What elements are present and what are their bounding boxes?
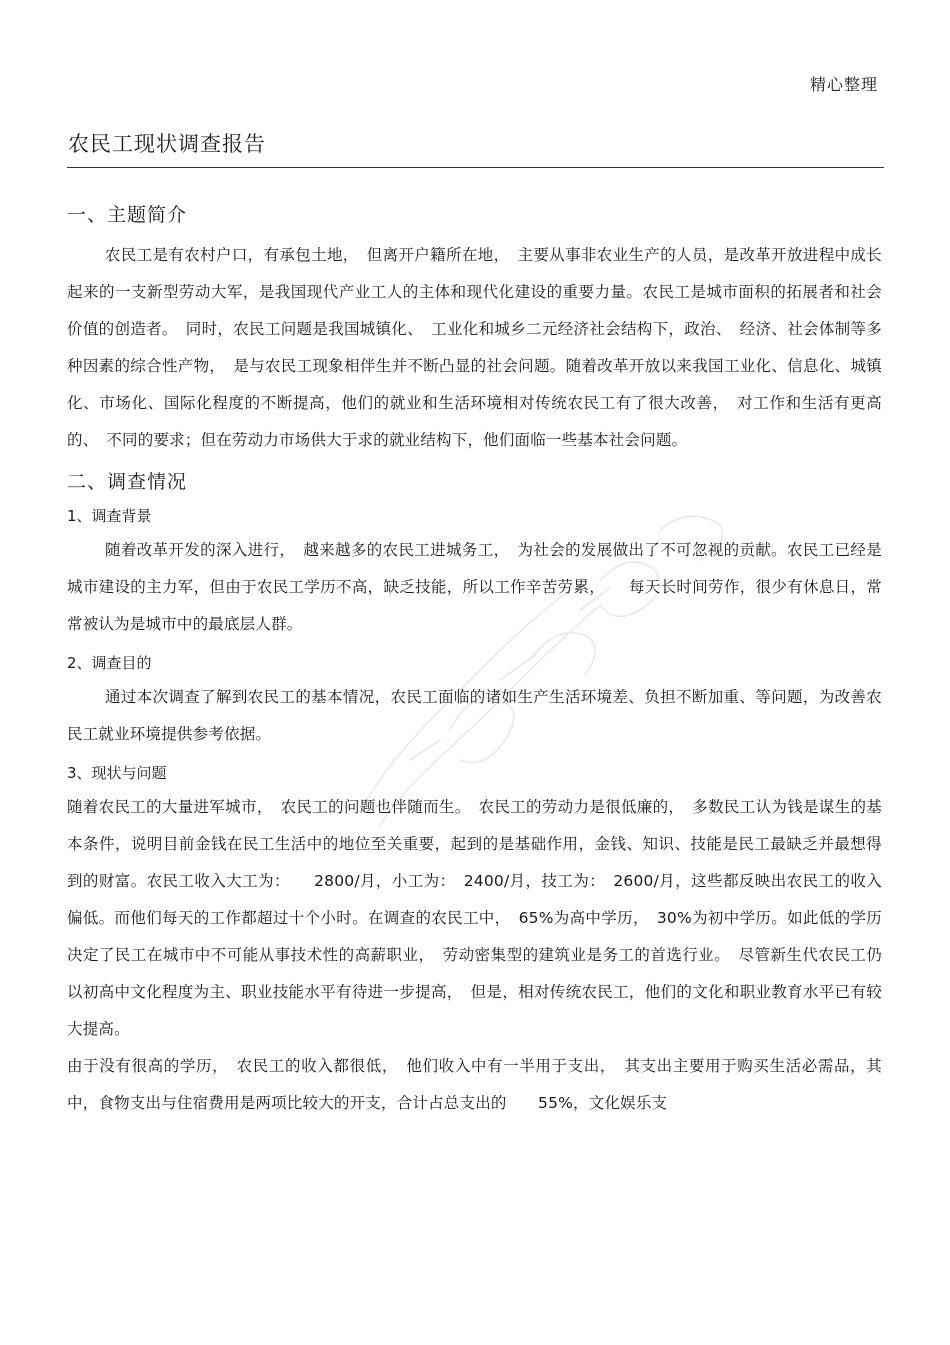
page-title: 农民工现状调查报告 — [68, 132, 266, 156]
subsection2-paragraph: 通过本次调查了解到农民工的基本情况，农民工面临的诸如生产生活环境差、负担不断加重、等问题，为改善农民工就业环境提供参考依据。 — [67, 688, 882, 743]
subsection3-heading: 3、现状与问题 — [67, 764, 167, 782]
subsection2-heading: 2、调查目的 — [67, 654, 152, 672]
header-note: 精心整理 — [809, 75, 878, 94]
subsection1-paragraph: 随着改革开发的深入进行， 越来越多的农民工进城务工， 为社会的发展做出了不可忽视的贡献。农民工已经是城市建设的主力军，但由于农民工学历不高，缺乏技能，所以工作辛苦劳累， 每天长时间劳作，很少有休息日，常常被认为是城市中的最底层人群。 — [67, 541, 882, 633]
document-body — [67, 200, 882, 1130]
section1-heading: 一、主题简介 — [67, 204, 188, 226]
subsection1-heading: 1、调查背景 — [67, 507, 152, 525]
section2-heading: 二、调查情况 — [67, 471, 188, 493]
section1-paragraph: 农民工是有农村户口，有承包土地， 但离开户籍所在地， 主要从事非农业生产的人员，是改革开放进程中成长起来的一支新型劳动大军，是我国现代产业工人的主体和现代化建设的重要力量。农民工是城市面积的拓展者和社会价值的创造者。 同时，农民工问题是我国城镇化、 工业化和城乡二元经济社会结构下，政治、 经济、社会体制等多种因素的综合性产物， 是与农民工现象相伴生并不断凸显的社会问题。随着改革开放以来我国工业化、信息化、城镇化、市场化、国际化程度的不断提高，他们的就业和生活环境相对传统农民工有了很大改善， 对工作和生活有更高的、 不同的要求；但在劳动力市场供大于求的就业结构下，他们面临一些基本社会问题。 — [67, 246, 882, 449]
title-divider — [67, 167, 884, 168]
subsection3-paragraph-2: 由于没有很高的学历， 农民工的收入都很低， 他们收入中有一半用于支出， 其支出主要用于购买生活必需品，其中，食物支出与住宿费用是两项比较大的开支，合计占总支出的 55%，文化娱乐支 — [67, 1057, 882, 1112]
subsection3-paragraph-1: 随着农民工的大量进军城市， 农民工的问题也伴随而生。 农民工的劳动力是很低廉的， 多数民工认为钱是谋生的基本条件，说明目前金钱在民工生活中的地位至关重要，起到的是基础作用，金钱、知识、技能是民工最缺乏并最想得到的财富。农民工收入大工为： 2800/月，小工为： 2400/月，技工为： 2600/月，这些都反映出农民工的收入偏低。而他们每天的工作都超过十个小时。在调查的农民工中， 65%为高中学历， 30%为初中学历。如此低的学历决定了民工在城市中不可能从事技术性的高薪职业， 劳动密集型的建筑业是务工的首选行业。 尽管新生代农民工仍以初高中文化程度为主、职业技能水平有待进一步提高， 但是，相对传统农民工，他们的文化和职业教育水平已有较大提高。 — [67, 798, 882, 1038]
